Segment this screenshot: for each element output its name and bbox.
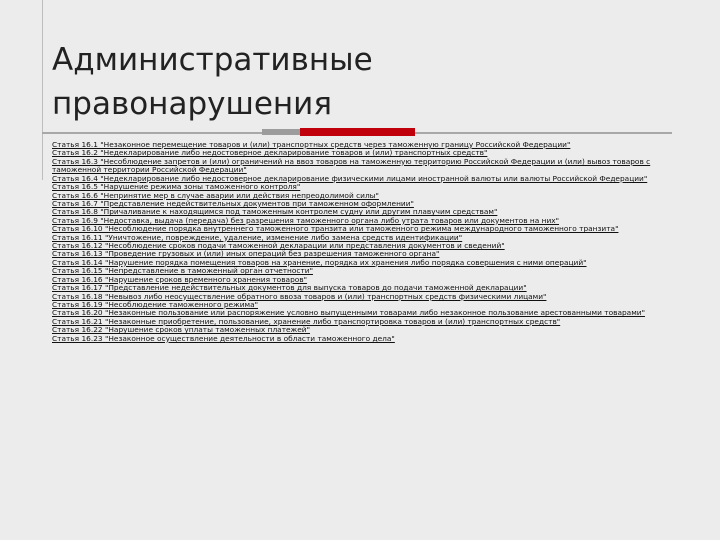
- article-link[interactable]: Статья 16.2 "Недекларирование либо недостоверное декларирование товаров и (или) транспортных средств": [52, 148, 488, 158]
- article-link[interactable]: Статья 16.22 "Нарушение сроков уплаты таможенных платежей": [52, 325, 310, 335]
- article-link[interactable]: Статья 16.19 "Несоблюдение таможенного режима": [52, 300, 259, 310]
- title-accent-grey-block: [262, 129, 300, 135]
- article-link[interactable]: Статья 16.21 "Незаконные приобретение, пользование, хранение либо транспортировка товаров и (или) транспортных средств": [52, 316, 561, 326]
- article-link[interactable]: Статья 16.17 "Представление недействительных документов для выпуска товаров до подачи таможенной декларации": [52, 283, 527, 293]
- article-link[interactable]: Статья 16.10 "Несоблюдение порядка внутреннего таможенного транзита или таможенного режима международного таможенного транзита": [52, 224, 619, 234]
- title-accent-red-block: [300, 128, 415, 136]
- article-link[interactable]: Статья 16.12 "Несоблюдение сроков подачи таможенной декларации или представления документов и сведений": [52, 241, 505, 251]
- articles-list: [52, 141, 670, 343]
- article-link[interactable]: Статья 16.1 "Незаконное перемещение товаров и (или) транспортных средств через таможенную границу Российской Федерации": [52, 140, 571, 149]
- article-link[interactable]: Статья 16.11 "Уничтожение, повреждение, удаление, изменение либо замена средств идентификации": [52, 232, 463, 242]
- article-link[interactable]: Статья 16.13 "Проведение грузовых и (или) иных операций без разрешения таможенного органа": [52, 249, 440, 259]
- left-vertical-rule: [42, 0, 43, 180]
- slide-title: Административные правонарушения: [52, 42, 373, 122]
- article-link[interactable]: Статья 16.7 "Представление недействительных документов при таможенном оформлении": [52, 198, 414, 208]
- article-link[interactable]: Статья 16.9 "Недоставка, выдача (передача) без разрешения таможенного органа либо утрата товаров или документов на них": [52, 215, 560, 225]
- article-link[interactable]: Статья 16.23 "Незаконное осуществление деятельности в области таможенного дела": [52, 333, 395, 343]
- article-link[interactable]: Статья 16.5 "Нарушение режима зоны таможенного контроля": [52, 182, 301, 192]
- article-link[interactable]: Статья 16.14 "Нарушение порядка помещения товаров на хранение, порядка их хранения либо порядка совершения с ними операций": [52, 257, 587, 267]
- article-link[interactable]: Статья 16.18 "Невывоз либо неосуществление обратного ввоза товаров и (или) транспортных средств физическими лицами": [52, 291, 547, 301]
- article-link[interactable]: Статья 16.20 "Незаконные пользование или распоряжение условно выпущенными товарами либо незаконное пользование арестованными товарами": [52, 308, 645, 318]
- article-link[interactable]: Статья 16.15 "Непредставление в таможенный орган отчетности": [52, 266, 313, 276]
- article-link[interactable]: Статья 16.16 "Нарушение сроков временного хранения товаров": [52, 274, 308, 284]
- article-link[interactable]: Статья 16.3 "Несоблюдение запретов и (или) ограничений на ввоз товаров на таможенную территорию Российской Федерации и (или) вывоз товаров с таможенной территории Российской Федерации": [52, 156, 651, 175]
- article-link[interactable]: Статья 16.4 "Недекларирование либо недостоверное декларирование физическими лицами иностранной валюты или валюты Российской Федерации": [52, 173, 648, 183]
- article-link[interactable]: Статья 16.8 "Причаливание к находящимся под таможенным контролем судну или другим плавучим средствам": [52, 207, 498, 217]
- article-link[interactable]: Статья 16.6 "Непринятие мер в случае аварии или действия непреодолимой силы": [52, 190, 379, 200]
